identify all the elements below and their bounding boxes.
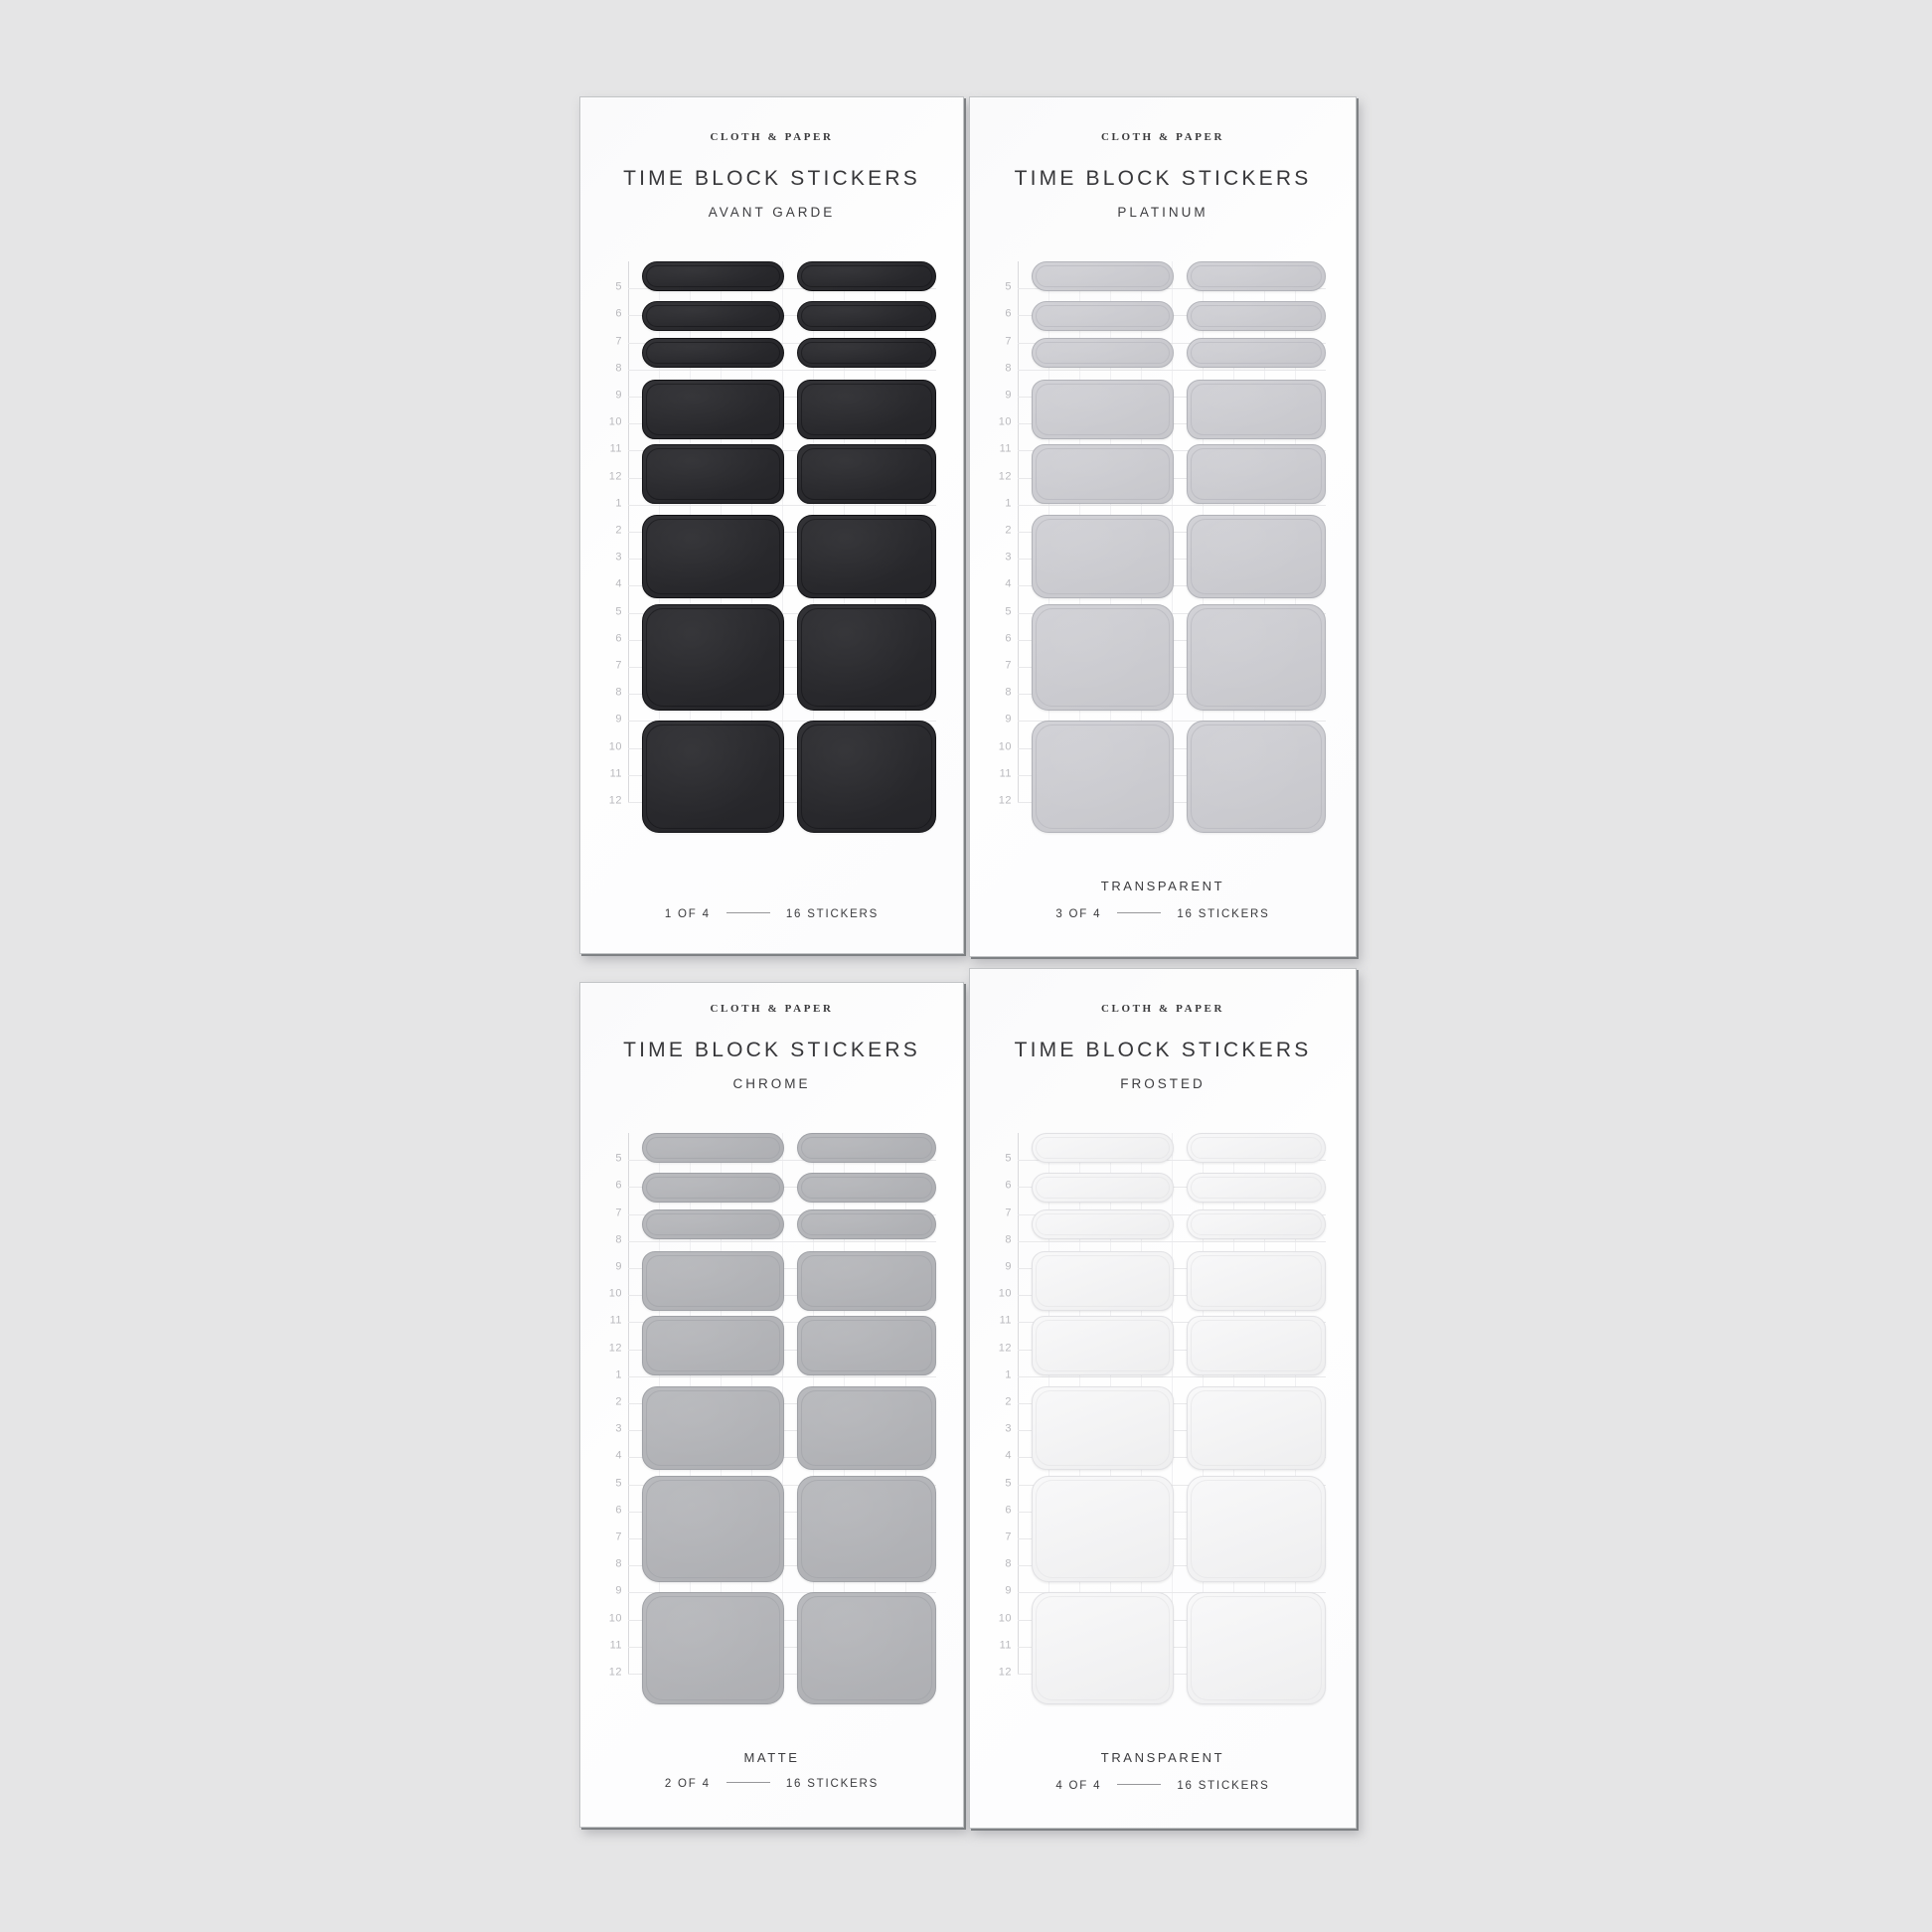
time-block-sticker <box>642 721 784 833</box>
hour-label: 7 <box>1005 1207 1012 1219</box>
time-block-sticker <box>642 1173 784 1203</box>
time-block-sticker <box>1187 380 1326 439</box>
sheet-title: TIME BLOCK STICKERS <box>1014 167 1312 190</box>
sticker-count: 16 STICKERS <box>1177 908 1270 920</box>
sheet-subtitle: FROSTED <box>1120 1076 1206 1091</box>
hour-label: 5 <box>1005 1152 1012 1165</box>
hour-label: 11 <box>609 767 622 780</box>
time-block-sticker <box>797 380 936 439</box>
hour-label: 9 <box>615 389 622 402</box>
finish-label: TRANSPARENT <box>1100 879 1225 893</box>
time-block-sticker <box>797 1251 936 1311</box>
time-block-sticker <box>1187 261 1326 291</box>
brand-name: CLOTH & PAPER <box>1100 131 1225 143</box>
time-block-sticker <box>1032 1173 1174 1203</box>
time-block-sticker <box>1187 1133 1326 1163</box>
sheet-subtitle: CHROME <box>732 1076 811 1091</box>
hour-label: 9 <box>615 1584 622 1597</box>
time-block-sticker <box>642 1386 784 1470</box>
hour-label: 10 <box>998 1612 1012 1625</box>
page-number: 2 OF 4 <box>664 1778 711 1790</box>
hour-label: 6 <box>1005 1504 1012 1517</box>
hour-label: 7 <box>1005 335 1012 348</box>
page-count <box>580 908 963 920</box>
time-block-sticker <box>1187 1476 1326 1582</box>
grid-hour-line <box>1018 505 1326 506</box>
brand-name: CLOTH & PAPER <box>1100 1003 1225 1015</box>
hour-label: 8 <box>615 362 622 375</box>
time-block-sticker <box>642 515 784 598</box>
time-block-sticker <box>1187 338 1326 368</box>
divider-line <box>1117 1784 1161 1785</box>
time-block-sticker <box>1187 301 1326 331</box>
sheet-subtitle: AVANT GARDE <box>708 205 836 220</box>
hour-label: 7 <box>615 1207 622 1219</box>
time-block-sticker <box>797 444 936 504</box>
sheet-title: TIME BLOCK STICKERS <box>623 167 920 190</box>
hour-label: 7 <box>615 335 622 348</box>
sheet-title: TIME BLOCK STICKERS <box>1014 1039 1312 1061</box>
hour-label: 12 <box>608 1666 622 1679</box>
hour-label: 8 <box>615 686 622 699</box>
hour-label: 5 <box>1005 280 1012 293</box>
grid-hour-line <box>1018 1376 1326 1377</box>
time-block-sticker <box>1032 301 1174 331</box>
hour-label: 9 <box>615 1260 622 1273</box>
time-block-sticker <box>642 380 784 439</box>
hour-label: 3 <box>1005 551 1012 564</box>
hour-label: 1 <box>615 1368 622 1381</box>
page-count <box>580 1778 963 1790</box>
hour-label: 1 <box>1005 497 1012 510</box>
hour-label: 1 <box>615 497 622 510</box>
sticker-sheet-frosted <box>969 968 1357 1829</box>
divider-line <box>1117 912 1161 913</box>
hour-label: 12 <box>998 470 1012 483</box>
hour-label: 8 <box>615 1557 622 1570</box>
hour-label: 6 <box>615 632 622 645</box>
time-block-sticker <box>1187 721 1326 833</box>
time-block-sticker <box>797 604 936 711</box>
page-number: 3 OF 4 <box>1055 908 1102 920</box>
hour-label: 12 <box>998 1666 1012 1679</box>
time-block-sticker <box>642 444 784 504</box>
hour-grid <box>580 1133 963 1690</box>
time-block-sticker <box>1032 604 1174 711</box>
hour-label: 5 <box>1005 605 1012 618</box>
time-block-sticker <box>642 338 784 368</box>
time-block-sticker <box>1032 380 1174 439</box>
time-block-sticker <box>1187 444 1326 504</box>
hour-label: 2 <box>615 1395 622 1408</box>
time-block-sticker <box>1032 1386 1174 1470</box>
hour-label: 6 <box>1005 307 1012 320</box>
hour-label: 6 <box>615 1179 622 1192</box>
hour-label: 3 <box>615 1422 622 1435</box>
hour-label: 7 <box>615 659 622 672</box>
hour-label: 1 <box>1005 1368 1012 1381</box>
hour-label: 10 <box>998 415 1012 428</box>
hour-label: 6 <box>615 1504 622 1517</box>
hour-label: 3 <box>615 551 622 564</box>
time-block-sticker <box>1032 261 1174 291</box>
time-block-sticker <box>1032 1476 1174 1582</box>
time-block-sticker <box>1032 721 1174 833</box>
hour-label: 8 <box>1005 1233 1012 1246</box>
time-block-sticker <box>642 1316 784 1375</box>
finish-label: TRANSPARENT <box>1100 1750 1225 1765</box>
time-block-sticker <box>642 1133 784 1163</box>
time-block-sticker <box>797 1592 936 1704</box>
sticker-sheet-platinum <box>969 96 1357 957</box>
hour-label: 4 <box>1005 1449 1012 1462</box>
hour-label: 8 <box>1005 362 1012 375</box>
hour-label: 9 <box>1005 389 1012 402</box>
sticker-sheet-chrome <box>579 982 964 1828</box>
hour-label: 11 <box>609 1314 622 1327</box>
sticker-count: 16 STICKERS <box>785 1778 880 1790</box>
divider-line <box>726 1782 770 1783</box>
hour-label: 7 <box>1005 1530 1012 1543</box>
hour-label: 5 <box>615 280 622 293</box>
time-block-sticker <box>797 338 936 368</box>
hour-label: 7 <box>615 1530 622 1543</box>
sticker-count: 16 STICKERS <box>785 908 880 920</box>
hour-grid <box>970 261 1356 818</box>
time-block-sticker <box>1032 1316 1174 1375</box>
grid-hour-line <box>628 505 936 506</box>
grid-hour-line <box>1018 1241 1326 1242</box>
time-block-sticker <box>642 1209 784 1239</box>
hour-label: 9 <box>1005 713 1012 725</box>
time-block-sticker <box>1032 338 1174 368</box>
hour-label: 8 <box>1005 686 1012 699</box>
hour-label: 5 <box>615 1477 622 1490</box>
time-block-sticker <box>797 721 936 833</box>
hour-label: 6 <box>1005 632 1012 645</box>
hour-label: 2 <box>1005 524 1012 537</box>
time-block-sticker <box>1032 515 1174 598</box>
time-block-sticker <box>1187 1173 1326 1203</box>
hour-label: 11 <box>999 442 1012 455</box>
time-block-sticker <box>1187 1251 1326 1311</box>
time-block-sticker <box>1032 1251 1174 1311</box>
hour-label: 2 <box>1005 1395 1012 1408</box>
hour-label: 10 <box>608 1287 622 1300</box>
divider-line <box>726 912 770 913</box>
hour-label: 12 <box>998 794 1012 807</box>
page-count <box>970 1780 1356 1792</box>
finish-label: MATTE <box>743 1750 800 1765</box>
time-block-sticker <box>642 301 784 331</box>
time-block-sticker <box>642 261 784 291</box>
hour-label: 11 <box>609 1639 622 1652</box>
hour-label: 10 <box>608 1612 622 1625</box>
hour-label: 12 <box>608 794 622 807</box>
time-block-sticker <box>797 1316 936 1375</box>
hour-label: 9 <box>615 713 622 725</box>
time-block-sticker <box>797 1476 936 1582</box>
hour-label: 4 <box>1005 577 1012 590</box>
time-block-sticker <box>1187 604 1326 711</box>
time-block-sticker <box>642 1251 784 1311</box>
time-block-sticker <box>797 1133 936 1163</box>
hour-label: 10 <box>608 415 622 428</box>
sheet-subtitle: PLATINUM <box>1117 205 1208 220</box>
hour-label: 5 <box>615 1152 622 1165</box>
time-block-sticker <box>1032 444 1174 504</box>
hour-label: 8 <box>615 1233 622 1246</box>
time-block-sticker <box>797 1386 936 1470</box>
hour-label: 12 <box>608 1342 622 1355</box>
hour-label: 10 <box>998 740 1012 753</box>
time-block-sticker <box>1032 1133 1174 1163</box>
time-block-sticker <box>1187 1386 1326 1470</box>
sheet-title: TIME BLOCK STICKERS <box>623 1039 920 1061</box>
hour-grid <box>580 261 963 818</box>
time-block-sticker <box>797 1209 936 1239</box>
hour-label: 5 <box>1005 1477 1012 1490</box>
grid-hour-line <box>628 1241 936 1242</box>
brand-name: CLOTH & PAPER <box>710 1003 834 1015</box>
hour-label: 5 <box>615 605 622 618</box>
hour-label: 2 <box>615 524 622 537</box>
hour-label: 6 <box>615 307 622 320</box>
hour-label: 10 <box>998 1287 1012 1300</box>
hour-label: 9 <box>1005 1584 1012 1597</box>
time-block-sticker <box>1187 1209 1326 1239</box>
hour-label: 4 <box>615 1449 622 1462</box>
grid-hour-line <box>628 370 936 371</box>
time-block-sticker <box>797 515 936 598</box>
hour-label: 11 <box>999 1639 1012 1652</box>
hour-label: 11 <box>999 1314 1012 1327</box>
sticker-sheet-avant-garde <box>579 96 964 954</box>
hour-grid <box>970 1133 1356 1690</box>
grid-hour-line <box>628 1376 936 1377</box>
time-block-sticker <box>797 301 936 331</box>
time-block-sticker <box>1187 1592 1326 1704</box>
time-block-sticker <box>642 1592 784 1704</box>
hour-label: 11 <box>999 767 1012 780</box>
hour-label: 7 <box>1005 659 1012 672</box>
grid-hour-line <box>1018 370 1326 371</box>
time-block-sticker <box>797 261 936 291</box>
time-block-sticker <box>1187 515 1326 598</box>
hour-label: 11 <box>609 442 622 455</box>
hour-label: 8 <box>1005 1557 1012 1570</box>
time-block-sticker <box>642 1476 784 1582</box>
page-number: 1 OF 4 <box>664 908 711 920</box>
hour-label: 12 <box>998 1342 1012 1355</box>
time-block-sticker <box>1187 1316 1326 1375</box>
hour-label: 10 <box>608 740 622 753</box>
time-block-sticker <box>797 1173 936 1203</box>
hour-label: 12 <box>608 470 622 483</box>
hour-label: 4 <box>615 577 622 590</box>
page-number: 4 OF 4 <box>1055 1780 1102 1792</box>
brand-name: CLOTH & PAPER <box>710 131 834 143</box>
hour-label: 6 <box>1005 1179 1012 1192</box>
page-count <box>970 908 1356 920</box>
hour-label: 9 <box>1005 1260 1012 1273</box>
time-block-sticker <box>1032 1592 1174 1704</box>
hour-label: 3 <box>1005 1422 1012 1435</box>
sticker-count: 16 STICKERS <box>1177 1780 1270 1792</box>
time-block-sticker <box>1032 1209 1174 1239</box>
time-block-sticker <box>642 604 784 711</box>
